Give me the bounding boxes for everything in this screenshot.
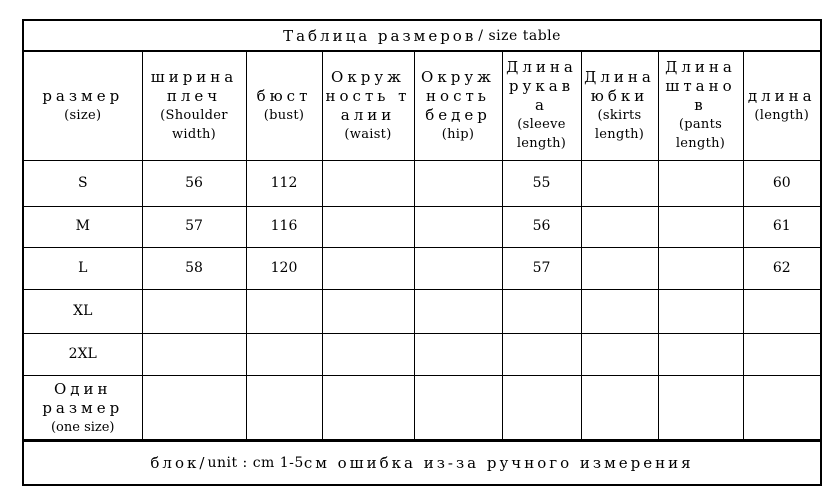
header-sleeve-ru: Длина рукава: [506, 58, 577, 115]
header-length-en: (length): [754, 107, 810, 123]
bust-cell: [246, 375, 322, 441]
length-cell: [743, 333, 820, 375]
waist-cell: [322, 160, 414, 206]
size-cell: M: [24, 206, 142, 247]
one-size-en: (one size): [50, 419, 115, 435]
hip-cell: [414, 247, 502, 289]
size-table-frame: [22, 19, 822, 486]
hip-cell: [414, 289, 502, 333]
header-cell-waist: [322, 52, 414, 160]
skirt-cell: [581, 289, 658, 333]
size-cell: S: [24, 160, 142, 206]
header-length-ru: длина: [747, 86, 816, 105]
sleeve-cell: 55: [502, 160, 581, 206]
skirt-cell: [581, 375, 658, 441]
length-cell: 62: [743, 247, 820, 289]
header-cell-length: [743, 52, 820, 160]
waist-cell: [322, 206, 414, 247]
hip-cell: [414, 375, 502, 441]
header-waist-en: (waist): [344, 126, 392, 142]
header-shoulder-ru: ширина плеч: [150, 67, 238, 105]
waist-cell: [322, 247, 414, 289]
table-row: [24, 289, 820, 333]
skirt-cell: [581, 160, 658, 206]
sleeve-cell: [502, 289, 581, 333]
header-cell-size: [24, 52, 142, 160]
unit-note: [24, 439, 820, 484]
waist-cell: [322, 375, 414, 441]
skirt-cell: [581, 206, 658, 247]
pants-cell: [658, 160, 743, 206]
header-size-en: (size): [64, 107, 102, 123]
pants-cell: [658, 206, 743, 247]
size-table: [24, 52, 820, 442]
shoulder-cell: [142, 289, 246, 333]
table-title-ru: Таблица размеров: [283, 26, 477, 45]
size-cell: XL: [24, 289, 142, 333]
hip-cell: [414, 333, 502, 375]
pants-cell: [658, 247, 743, 289]
table-title: [24, 21, 820, 52]
sleeve-cell: [502, 333, 581, 375]
sleeve-cell: 57: [502, 247, 581, 289]
header-cell-shoulder: [142, 52, 246, 160]
pants-cell: [658, 333, 743, 375]
table-row: [24, 247, 820, 289]
length-cell: [743, 289, 820, 333]
header-row: [24, 52, 820, 160]
table-row: [24, 333, 820, 375]
header-bust-en: (bust): [263, 107, 305, 123]
length-cell: 61: [743, 206, 820, 247]
shoulder-cell: 57: [142, 206, 246, 247]
header-cell-pants: [658, 52, 743, 160]
header-cell-bust: [246, 52, 322, 160]
bust-cell: [246, 333, 322, 375]
header-pants-en: (pants length): [675, 117, 726, 152]
header-waist-ru: Окружность талии: [325, 67, 411, 124]
header-hip-ru: Окружность бедер: [421, 67, 495, 124]
bust-cell: 116: [246, 206, 322, 247]
size-cell: L: [24, 247, 142, 289]
header-sleeve-en: (sleeve length): [516, 117, 567, 152]
skirt-cell: [581, 247, 658, 289]
header-bust-ru: бюст: [256, 86, 312, 105]
bust-cell: [246, 289, 322, 333]
sleeve-cell: 56: [502, 206, 581, 247]
shoulder-cell: 56: [142, 160, 246, 206]
skirt-cell: [581, 333, 658, 375]
table-title-en: / size table: [478, 27, 561, 44]
header-cell-hip: [414, 52, 502, 160]
unit-note-latin: unit : cm 1-5: [207, 454, 304, 471]
shoulder-cell: [142, 375, 246, 441]
table-row: [24, 160, 820, 206]
header-cell-sleeve: [502, 52, 581, 160]
size-cell: 2XL: [24, 333, 142, 375]
one-size-cell: [24, 375, 142, 441]
shoulder-cell: 58: [142, 247, 246, 289]
one-size-ru: Один размер: [42, 379, 124, 417]
pants-cell: [658, 375, 743, 441]
header-cell-skirt: [581, 52, 658, 160]
bust-cell: 120: [246, 247, 322, 289]
shoulder-cell: [142, 333, 246, 375]
unit-note-prefix: блок/: [150, 453, 208, 472]
table-row-one-size: [24, 375, 820, 441]
table-row: [24, 206, 820, 247]
waist-cell: [322, 333, 414, 375]
unit-note-suffix: см ошибка из-за ручного измерения: [303, 453, 694, 472]
header-size-ru: размер: [42, 86, 124, 105]
sleeve-cell: [502, 375, 581, 441]
header-pants-ru: Длина штанов: [665, 58, 736, 115]
hip-cell: [414, 206, 502, 247]
length-cell: [743, 375, 820, 441]
pants-cell: [658, 289, 743, 333]
hip-cell: [414, 160, 502, 206]
header-skirt-en: (skirts length): [594, 107, 645, 142]
length-cell: 60: [743, 160, 820, 206]
bust-cell: 112: [246, 160, 322, 206]
header-shoulder-en: (Shoulder width): [160, 107, 228, 142]
header-hip-en: (hip): [441, 126, 475, 142]
waist-cell: [322, 289, 414, 333]
header-skirt-ru: Длина юбки: [584, 67, 655, 105]
